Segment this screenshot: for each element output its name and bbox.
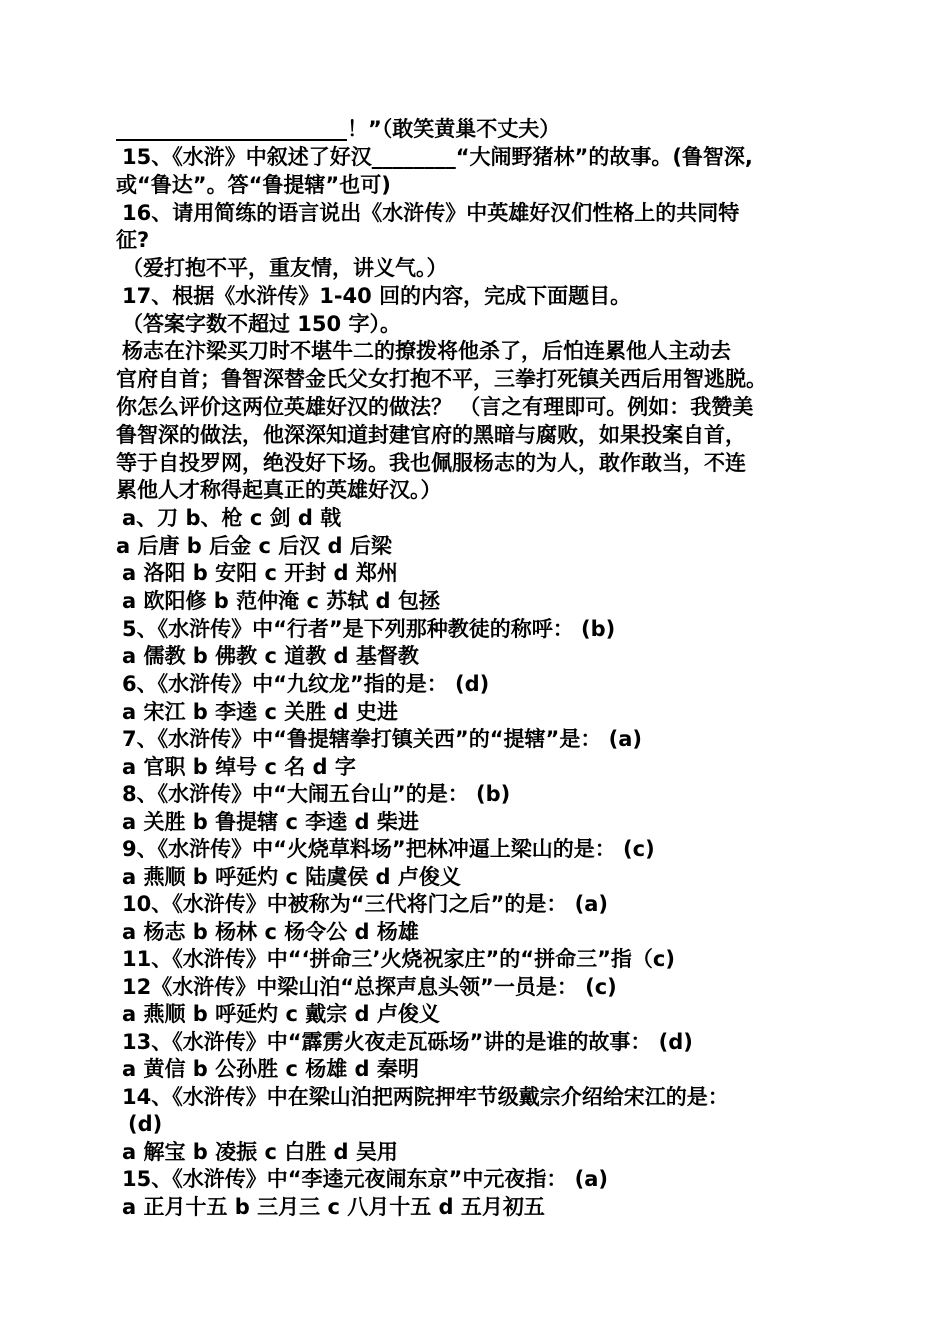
text-line: 等于自投罗网，绝没好下场。我也佩服杨志的为人，敢作敢当，不连 <box>116 451 746 475</box>
text-line: 11、《水浒传》中“‘拼命三’火烧祝家庄”的“拼命三”指（c) <box>122 947 675 971</box>
text-line: 8、《水浒传》中“大闹五台山”的是： (b) <box>122 782 511 806</box>
text-line: 征? <box>116 228 150 252</box>
text-line: a 关胜 b 鲁提辖 c 李逵 d 柴进 <box>122 810 419 834</box>
text-line: 12《水浒传》中梁山泊“总探声息头领”一员是： (c) <box>122 975 617 999</box>
text-line: a 洛阳 b 安阳 c 开封 d 郑州 <box>122 561 398 585</box>
text-line: （答案字数不超过 150 字）。 <box>122 312 401 336</box>
text-line: a 欧阳修 b 范仲淹 c 苏轼 d 包拯 <box>122 589 440 613</box>
text-line: 15、《水浒传》中“李逵元夜闹东京”中元夜指： (a) <box>122 1167 609 1191</box>
text-line: 7、《水浒传》中“鲁提辖拳打镇关西”的“提辖”是： (a) <box>122 727 642 751</box>
text-line: 13、《水浒传》中“霹雳火夜走瓦砾场”讲的是谁的故事： (d) <box>122 1030 693 1054</box>
text-line: 16、请用简练的语言说出《水浒传》中英雄好汉们性格上的共同特 <box>122 201 740 225</box>
text-line: 10、《水浒传》中被称为“三代将门之后”的是： (a) <box>122 892 609 916</box>
text-line: a 黄信 b 公孙胜 c 杨雄 d 秦明 <box>122 1057 419 1081</box>
text-line: a 后唐 b 后金 c 后汉 d 后梁 <box>116 534 392 558</box>
text-line: 累他人才称得起真正的英雄好汉。） <box>116 478 442 502</box>
text-line: a 儒教 b 佛教 c 道教 d 基督教 <box>122 644 419 668</box>
text-line: a 官职 b 绰号 c 名 d 字 <box>122 755 356 779</box>
text-line: a 燕顺 b 呼延灼 c 戴宗 d 卢俊义 <box>122 1002 440 1026</box>
text-line: 9、《水浒传》中“火烧草料场”把林冲逼上梁山的是： (c) <box>122 837 655 861</box>
text-line: a 杨志 b 杨林 c 杨令公 d 杨雄 <box>122 920 419 944</box>
text-line: 17、根据《水浒传》1-40 回的内容，完成下面题目。 <box>122 284 632 308</box>
text-line: a 正月十五 b 三月三 c 八月十五 d 五月初五 <box>122 1195 545 1219</box>
text-line: 你怎么评价这两位英雄好汉的做法？ （言之有理即可。例如：我赞美 <box>116 395 754 419</box>
text-line: (d) <box>128 1112 163 1136</box>
text-line: 15、《水浒》中叙述了好汉________“大闹野猪林”的故事。(鲁智深, <box>122 145 753 169</box>
text-line: 14、《水浒传》中在梁山泊把两院押牢节级戴宗介绍给宋江的是： <box>122 1085 729 1109</box>
text-line: 5、《水浒传》中“行者”是下列那种教徒的称呼： (b) <box>122 617 616 641</box>
text-line: ______________________！”（敢笑黄巢不丈夫） <box>116 117 561 141</box>
text-line: a 解宝 b 凌振 c 白胜 d 吴用 <box>122 1140 398 1164</box>
text-line: 杨志在汴梁买刀时不堪牛二的撩拨将他杀了，后怕连累他人主动去 <box>122 339 731 363</box>
text-line: a 宋江 b 李逵 c 关胜 d 史进 <box>122 700 398 724</box>
text-line: a 燕顺 b 呼延灼 c 陆虞侯 d 卢俊义 <box>122 865 461 889</box>
text-line: 6、《水浒传》中“九纹龙”指的是： (d) <box>122 672 490 696</box>
text-line: 或“鲁达”。答“鲁提辖”也可) <box>116 173 391 197</box>
text-line: 鲁智深的做法，他深深知道封建官府的黑暗与腐败，如果投案自首， <box>116 423 746 447</box>
text-line: 官府自首；鲁智深替金氏父女打抱不平，三拳打死镇关西后用智逃脱。 <box>116 367 767 391</box>
text-line: a、刀 b、枪 c 剑 d 戟 <box>122 506 342 530</box>
text-line: （爱打抱不平，重友情，讲义气。） <box>122 256 448 280</box>
